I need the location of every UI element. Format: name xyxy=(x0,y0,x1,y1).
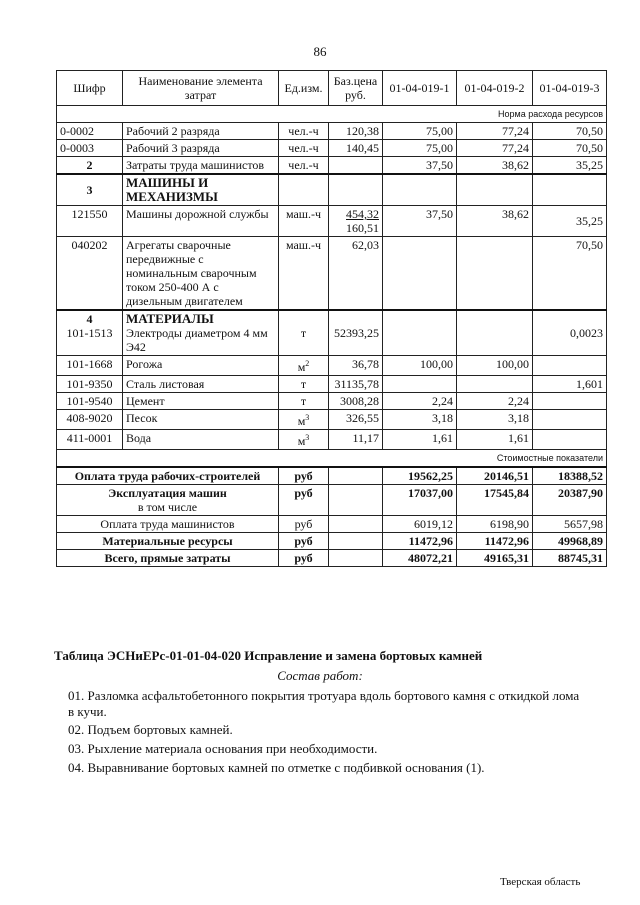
header-unit: Ед.изм. xyxy=(279,71,329,106)
cell-name xyxy=(123,310,279,356)
work-composition-title: Состав работ: xyxy=(277,668,363,683)
total-name: Всего, прямые затраты xyxy=(57,550,279,567)
cell-v3: 1,601 xyxy=(533,376,607,393)
cell-code: 0-0002 xyxy=(57,123,123,140)
work-item: 02. Подъем бортовых камней. xyxy=(68,722,233,737)
cell-name: Рабочий 2 разряда xyxy=(123,123,279,140)
total-v3: 5657,98 xyxy=(533,516,607,533)
unit-text: м xyxy=(297,434,306,448)
material-name: Электроды диаметром 4 мм Э42 xyxy=(126,326,268,354)
unit-sup: 3 xyxy=(305,413,310,422)
cell-unit: чел.-ч xyxy=(279,140,329,157)
cell-v3: 70,50 xyxy=(533,123,607,140)
cell-v1 xyxy=(383,237,457,311)
totals-row xyxy=(57,533,607,550)
table-row xyxy=(57,157,607,175)
cell-price: 3008,28 xyxy=(329,393,383,410)
total-v2: 6198,90 xyxy=(457,516,533,533)
work-item: 04. Выравнивание бортовых камней по отметке с подбивкой основания (1). xyxy=(68,760,485,775)
cell-name: Затраты труда машинистов xyxy=(123,157,279,175)
cell-unit: чел.-ч xyxy=(279,123,329,140)
section-row-materials xyxy=(57,310,607,356)
cell-code xyxy=(57,310,123,356)
cell-v2 xyxy=(457,376,533,393)
total-v3: 49968,89 xyxy=(533,533,607,550)
table-row xyxy=(57,123,607,140)
price-primary: 454,32 xyxy=(346,207,379,221)
cell-unit: маш.-ч xyxy=(279,206,329,237)
cell-v2: 1,61 xyxy=(457,430,533,450)
material-code: 101-1513 xyxy=(66,326,113,340)
cell-unit: т xyxy=(279,393,329,410)
total-v3: 20387,90 xyxy=(533,485,607,516)
table-heading: Таблица ЭСНиЕРс-01-01-04-020 Исправление и замена бортовых камней xyxy=(54,648,483,663)
cell-name: Сталь листовая xyxy=(123,376,279,393)
table-row xyxy=(57,376,607,393)
work-item: 03. Рыхление материала основания при необходимости. xyxy=(68,741,378,756)
page-number: 86 xyxy=(313,44,327,59)
total-v3: 88745,31 xyxy=(533,550,607,567)
cell-name: Цемент xyxy=(123,393,279,410)
cell-price: 120,38 xyxy=(329,123,383,140)
cell-code: 0-0003 xyxy=(57,140,123,157)
total-name xyxy=(57,485,279,516)
section-title: МАТЕРИАЛЫ xyxy=(126,311,214,326)
header-name: Наименование элемента затрат xyxy=(123,71,279,106)
cell-price: 11,17 xyxy=(329,430,383,450)
table-row xyxy=(57,410,607,430)
total-v2: 49165,31 xyxy=(457,550,533,567)
totals-row xyxy=(57,516,607,533)
cell-v2: 38,62 xyxy=(457,206,533,237)
cell-v2: 77,24 xyxy=(457,123,533,140)
total-unit: руб xyxy=(279,516,329,533)
header-base-price: Баз.цена руб. xyxy=(329,71,383,106)
cell-code: 101-9540 xyxy=(57,393,123,410)
total-name-sub: в том числе xyxy=(137,500,198,514)
table-row xyxy=(57,393,607,410)
cell-unit xyxy=(279,430,329,450)
total-v1: 48072,21 xyxy=(383,550,457,567)
cell-v3 xyxy=(533,393,607,410)
cell-code: 408-9020 xyxy=(57,410,123,430)
total-price xyxy=(329,550,383,567)
table-row xyxy=(57,356,607,376)
cell-v2: 3,18 xyxy=(457,410,533,430)
section-number: 4 xyxy=(86,312,93,326)
cell-v1 xyxy=(383,310,457,356)
cost-label-row xyxy=(57,450,607,468)
table-row xyxy=(57,237,607,311)
cell-v3: 0,0023 xyxy=(533,310,607,356)
unit-sup: 2 xyxy=(305,359,310,368)
total-name: Материальные ресурсы xyxy=(57,533,279,550)
total-name-main: Эксплуатация машин xyxy=(108,486,227,500)
cell-code: 101-1668 xyxy=(57,356,123,376)
total-v2: 17545,84 xyxy=(457,485,533,516)
cell-v3: 70,50 xyxy=(533,237,607,311)
resource-norms-table xyxy=(56,70,607,567)
cell-unit: чел.-ч xyxy=(279,157,329,175)
cell-v3: 35,25 xyxy=(533,206,607,237)
cell-code: 2 xyxy=(57,157,123,175)
cell-v1: 75,00 xyxy=(383,123,457,140)
footer-region: Тверская область xyxy=(500,876,581,888)
cell-v2 xyxy=(457,174,533,206)
table-row xyxy=(57,430,607,450)
cell-v2: 100,00 xyxy=(457,356,533,376)
total-v3: 18388,52 xyxy=(533,467,607,485)
cell-v3 xyxy=(533,174,607,206)
header-col3: 01-04-019-3 xyxy=(533,71,607,106)
cell-v1: 100,00 xyxy=(383,356,457,376)
total-price xyxy=(329,516,383,533)
cell-name: Песок xyxy=(123,410,279,430)
cell-v2 xyxy=(457,237,533,311)
unit-text: м xyxy=(297,414,306,428)
cell-price: 140,45 xyxy=(329,140,383,157)
cost-label: Стоимостные показатели xyxy=(57,450,607,468)
cell-v2: 38,62 xyxy=(457,157,533,175)
cell-v3 xyxy=(533,430,607,450)
norm-label: Норма расхода ресурсов xyxy=(57,106,607,123)
cell-unit: т xyxy=(279,310,329,356)
cell-price xyxy=(329,174,383,206)
cell-name: Машины дорожной службы xyxy=(123,206,279,237)
cell-v3: 35,25 xyxy=(533,157,607,175)
table-row xyxy=(57,140,607,157)
total-unit: руб xyxy=(279,533,329,550)
cell-name: Рабочий 3 разряда xyxy=(123,140,279,157)
section-row-machines xyxy=(57,174,607,206)
unit-sup: 3 xyxy=(305,433,310,442)
cell-v2: 2,24 xyxy=(457,393,533,410)
cell-v3: 70,50 xyxy=(533,140,607,157)
cell-v1 xyxy=(383,174,457,206)
cell-price: 62,03 xyxy=(329,237,383,311)
header-code: Шифр xyxy=(57,71,123,106)
totals-row xyxy=(57,485,607,516)
cell-v1: 2,24 xyxy=(383,393,457,410)
work-item: 01. Разломка асфальтобетонного покрытия тротуара вдоль бортового камня с откидкой лома в кучи. xyxy=(68,688,580,719)
total-unit: руб xyxy=(279,550,329,567)
cell-v2: 77,24 xyxy=(457,140,533,157)
cell-code: 411-0001 xyxy=(57,430,123,450)
cell-price: 31135,78 xyxy=(329,376,383,393)
price-secondary: 160,51 xyxy=(346,221,379,235)
cell-name: Вода xyxy=(123,430,279,450)
cell-price: 36,78 xyxy=(329,356,383,376)
total-unit: руб xyxy=(279,467,329,485)
cell-price: 52393,25 xyxy=(329,310,383,356)
cell-v2 xyxy=(457,310,533,356)
total-price xyxy=(329,485,383,516)
totals-row xyxy=(57,550,607,567)
total-v2: 11472,96 xyxy=(457,533,533,550)
total-v1: 19562,25 xyxy=(383,467,457,485)
total-name: Оплата труда машинистов xyxy=(57,516,279,533)
total-v1: 17037,00 xyxy=(383,485,457,516)
total-price xyxy=(329,467,383,485)
total-v1: 11472,96 xyxy=(383,533,457,550)
header-col2: 01-04-019-2 xyxy=(457,71,533,106)
cell-v1 xyxy=(383,376,457,393)
cell-name: Рогожа xyxy=(123,356,279,376)
norm-label-row xyxy=(57,106,607,123)
cell-unit xyxy=(279,410,329,430)
cell-code: 101-9350 xyxy=(57,376,123,393)
cell-unit: маш.-ч xyxy=(279,237,329,311)
table-row xyxy=(57,206,607,237)
cell-name: Агрегаты сварочные передвижные с номинальным сварочным током 250-400 А с дизельным двигателем xyxy=(123,237,279,311)
cell-unit xyxy=(279,356,329,376)
cell-v3 xyxy=(533,410,607,430)
cell-v1: 37,50 xyxy=(383,206,457,237)
cell-code: 3 xyxy=(57,174,123,206)
cell-v3 xyxy=(533,356,607,376)
cell-price: 326,55 xyxy=(329,410,383,430)
cell-v1: 37,50 xyxy=(383,157,457,175)
total-name: Оплата труда рабочих-строителей xyxy=(57,467,279,485)
cell-price xyxy=(329,206,383,237)
cell-code: 121550 xyxy=(57,206,123,237)
header-col1: 01-04-019-1 xyxy=(383,71,457,106)
cell-unit xyxy=(279,174,329,206)
total-price xyxy=(329,533,383,550)
cell-code: 040202 xyxy=(57,237,123,311)
totals-row xyxy=(57,467,607,485)
cell-v1: 75,00 xyxy=(383,140,457,157)
cell-v1: 1,61 xyxy=(383,430,457,450)
cell-price xyxy=(329,157,383,175)
unit-text: м xyxy=(297,360,306,374)
total-v2: 20146,51 xyxy=(457,467,533,485)
cell-name: МАШИНЫ И МЕХАНИЗМЫ xyxy=(123,174,279,206)
total-unit: руб xyxy=(279,485,329,516)
cell-unit: т xyxy=(279,376,329,393)
total-v1: 6019,12 xyxy=(383,516,457,533)
cell-v1: 3,18 xyxy=(383,410,457,430)
table-header-row xyxy=(57,71,607,106)
